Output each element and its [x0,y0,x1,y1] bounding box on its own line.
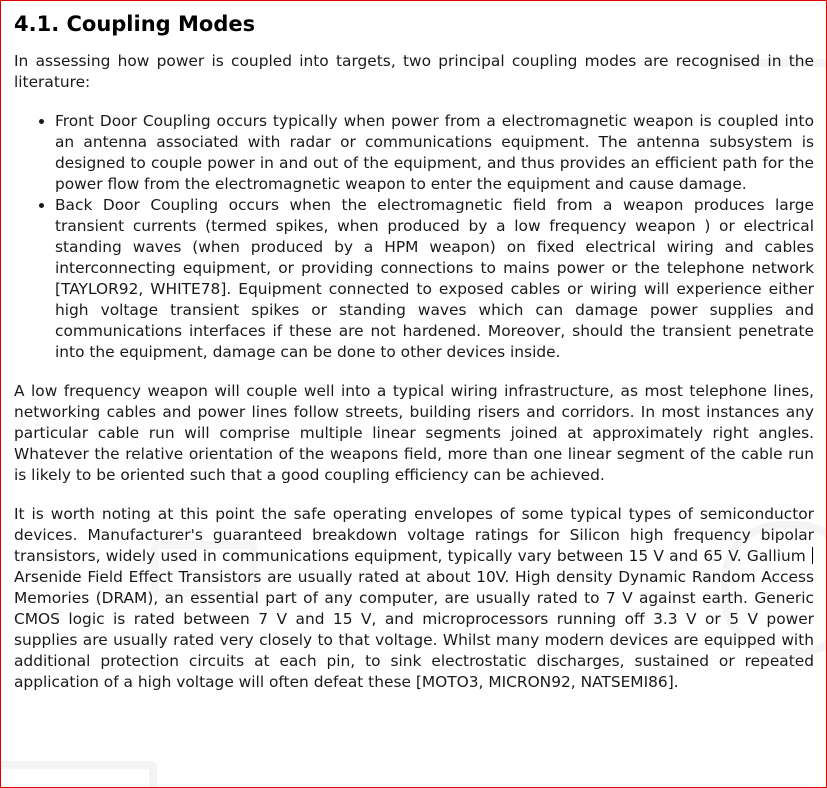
paragraph-text-before-caret: It is worth noting at this point the safe operating envelopes of some typical types of semiconductor devices. Manufacturer's guaranteed breakdown voltage ratings for Silicon high frequency bipolar transistors, widely used in communications equipment, typically vary between 15 V and 65 V. Gallium [14,505,814,565]
semiconductor-ratings-paragraph[interactable] [14,504,814,693]
paragraph-text-after-caret: Arsenide Field Effect Transistors are usually rated at about 10V. High density Dynamic Random Access Memories (DRAM), an essential part of any computer, are usually rated to 7 V against earth. Generic CMOS logic is rated between 7 V and 15 V, and microprocessors running off 3.3 V or 5 V power supplies are usually rated very closely to that voltage. Whilst many modern devices are equipped with additional protection circuits at each pin, to sink electrostatic discharges, sustained or repeated application of a high voltage will often defeat these [MOTO3, MICRON92, NATSEMI86]. [14,568,814,691]
coupling-modes-list [14,111,814,363]
list-item-front-door-coupling: • Front Door Coupling occurs typically when power from a electromagnetic weapon is coupled into an antenna associated with radar or communications equipment. The antenna subsystem is designed to couple power in and out of the equipment, and thus provides an efficient path for the power flow from the electromagnetic weapon to enter the equipment and cause damage. [55,111,814,195]
text-cursor [812,547,813,564]
document-body [1,1,826,693]
intro-paragraph: In assessing how power is coupled into targets, two principal coupling modes are recognised in the literature: [14,52,814,91]
section-heading: 4.1. Coupling Modes [14,12,256,36]
list-item-back-door-coupling: • Back Door Coupling occurs when the electromagnetic field from a weapon produces large transient currents (termed spikes, when produced by a low frequency weapon ) or electrical standing waves (when produced by a HPM weapon) on fixed electrical wiring and cables interconnecting equipment, or providing connections to mains power or the telephone network [TAYLOR92, WHITE78]. Equipment connected to exposed cables or wiring will experience either high voltage transient spikes or standing waves which can damage power supplies and communications interfaces if these are not hardened. Moreover, should the transient penetrate into the equipment, damage can be done to other devices inside. [55,195,814,363]
wiring-infrastructure-paragraph: A low frequency weapon will couple well into a typical wiring infrastructure, as most telephone lines, networking cables and power lines follow streets, building risers and corridors. In most instances any particular cable run will comprise multiple linear segments joined at approximately right angles. Whatever the relative orientation of the weapons field, more than one linear segment of the cable run is likely to be oriented such that a good coupling efficiency can be achieved. [14,382,814,484]
background-watermark [0,761,157,788]
